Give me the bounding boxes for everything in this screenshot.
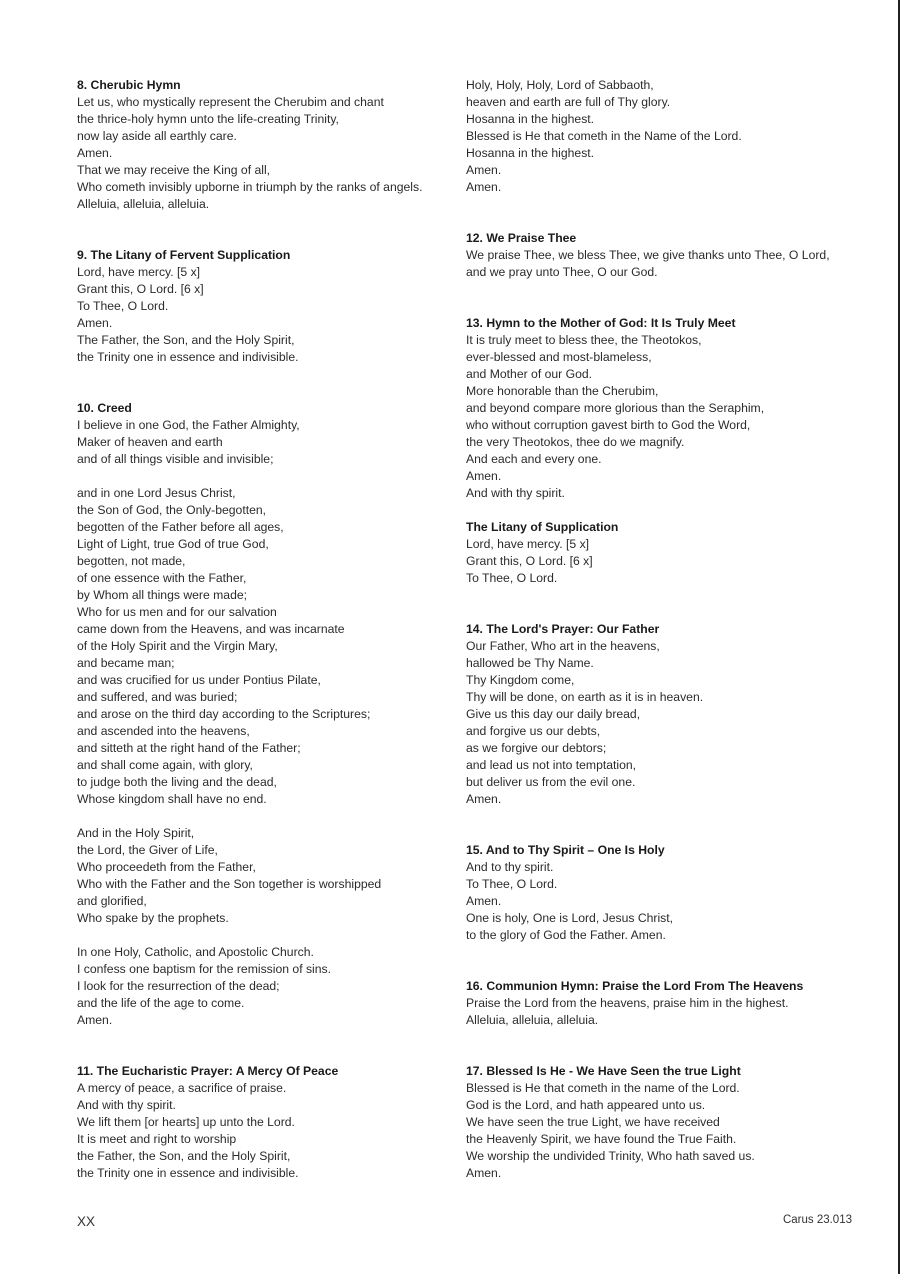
text-line: and shall come again, with glory, <box>77 758 253 772</box>
text-line: More honorable than the Cherubim, <box>466 384 659 398</box>
catalog-number: Carus 23.013 <box>782 1214 852 1226</box>
text-line: I confess one baptism for the remission of sins. <box>77 962 332 976</box>
text-line: and ascended into the heavens, <box>77 724 250 738</box>
section-title: 17. Blessed Is He - We Have Seen the true Light <box>466 1064 741 1078</box>
spacer <box>77 927 462 944</box>
spacer <box>466 196 876 230</box>
text-line: In one Holy, Catholic, and Apostolic Church. <box>77 945 314 959</box>
spacer <box>466 502 876 519</box>
text-line: and beyond compare more glorious than the Seraphim, <box>466 401 765 415</box>
spacer <box>466 281 876 315</box>
text-line: who without corruption gavest birth to God the Word, <box>466 418 751 432</box>
text-line: the very Theotokos, thee do we magnify. <box>466 435 685 449</box>
text-line: and the life of the age to come. <box>77 996 245 1010</box>
text-line: the Father, the Son, and the Holy Spirit, <box>77 1149 291 1163</box>
spacer <box>466 587 876 621</box>
text-line: and Mother of our God. <box>466 367 593 381</box>
text-line: ever-blessed and most-blameless, <box>466 350 652 364</box>
text-line: Give us this day our daily bread, <box>466 707 641 721</box>
text-line: to the glory of God the Father. Amen. <box>466 928 666 942</box>
text-line: Lord, have mercy. [5 x] <box>77 265 201 279</box>
text-line: the Lord, the Giver of Life, <box>77 843 218 857</box>
text-line: Amen. <box>77 146 113 160</box>
section-sanctus <box>466 77 876 196</box>
spacer <box>466 944 876 978</box>
text-line: Alleluia, alleluia, alleluia. <box>77 197 210 211</box>
text-line: I believe in one God, the Father Almighty, <box>77 418 300 432</box>
text-line: We worship the undivided Trinity, Who hath saved us. <box>466 1149 755 1163</box>
text-line: hallowed be Thy Name. <box>466 656 594 670</box>
text-line: And each and every one. <box>466 452 602 466</box>
section-truly-meet <box>466 315 876 502</box>
text-line: God is the Lord, and hath appeared unto us. <box>466 1098 706 1112</box>
text-line: Hosanna in the highest. <box>466 112 595 126</box>
right-column <box>466 77 876 1182</box>
text-line: Maker of heaven and earth <box>77 435 223 449</box>
text-line: Blessed is He that cometh in the Name of the Lord. <box>466 129 742 143</box>
text-line: Lord, have mercy. [5 x] <box>466 537 590 551</box>
section-our-father <box>466 621 876 808</box>
text-line: We have seen the true Light, we have received <box>466 1115 720 1129</box>
text-line: Amen. <box>466 469 502 483</box>
text-line: Amen. <box>466 894 502 908</box>
text-line: Amen. <box>77 316 113 330</box>
text-line: of the Holy Spirit and the Virgin Mary, <box>77 639 278 653</box>
section-litany-supplication <box>466 519 876 587</box>
text-line: That we may receive the King of all, <box>77 163 271 177</box>
text-line: Alleluia, alleluia, alleluia. <box>466 1013 599 1027</box>
text-line: now lay aside all earthly care. <box>77 129 237 143</box>
text-line: and of all things visible and invisible; <box>77 452 274 466</box>
text-line: the Trinity one in essence and indivisible. <box>77 350 299 364</box>
text-line: by Whom all things were made; <box>77 588 248 602</box>
text-line: And with thy spirit. <box>466 486 565 500</box>
section-we-praise <box>466 230 876 281</box>
section-title: 8. Cherubic Hymn <box>77 78 181 92</box>
section-one-is-holy <box>466 842 876 944</box>
spacer <box>77 366 462 400</box>
text-line: Amen. <box>466 792 502 806</box>
section-communion <box>466 978 876 1029</box>
section-eucharistic <box>77 1063 462 1182</box>
text-line: and was crucified for us under Pontius Pilate, <box>77 673 321 687</box>
text-line: of one essence with the Father, <box>77 571 247 585</box>
section-title: 15. And to Thy Spirit – One Is Holy <box>466 843 665 857</box>
spacer <box>77 213 462 247</box>
section-blessed-is-he <box>466 1063 876 1182</box>
spacer <box>466 1029 876 1063</box>
text-line: Whose kingdom shall have no end. <box>77 792 267 806</box>
text-line: Amen. <box>466 1166 502 1180</box>
text-line: Who proceedeth from the Father, <box>77 860 256 874</box>
text-line: and we pray unto Thee, O our God. <box>466 265 658 279</box>
text-line: came down from the Heavens, and was incarnate <box>77 622 345 636</box>
text-line: One is holy, One is Lord, Jesus Christ, <box>466 911 674 925</box>
text-line: the thrice-holy hymn unto the life-creating Trinity, <box>77 112 339 126</box>
text-line: To Thee, O Lord. <box>466 877 558 891</box>
text-line: and in one Lord Jesus Christ, <box>77 486 236 500</box>
left-column <box>77 77 462 1182</box>
text-line: I look for the resurrection of the dead; <box>77 979 280 993</box>
text-line: Grant this, O Lord. [6 x] <box>466 554 593 568</box>
text-line: Thy Kingdom come, <box>466 673 575 687</box>
text-line: and suffered, and was buried; <box>77 690 238 704</box>
text-line: Amen. <box>466 180 502 194</box>
text-line: Blessed is He that cometh in the name of the Lord. <box>466 1081 740 1095</box>
text-line: Holy, Holy, Holy, Lord of Sabbaoth, <box>466 78 654 92</box>
text-line: Let us, who mystically represent the Cherubim and chant <box>77 95 384 109</box>
text-line: and arose on the third day according to the Scriptures; <box>77 707 371 721</box>
text-line: Who cometh invisibly upborne in triumph by the ranks of angels. <box>77 180 423 194</box>
text-line: And in the Holy Spirit, <box>77 826 195 840</box>
section-title: 13. Hymn to the Mother of God: It Is Truly Meet <box>466 316 736 330</box>
text-line: We lift them [or hearts] up unto the Lord. <box>77 1115 295 1129</box>
text-line: Grant this, O Lord. [6 x] <box>77 282 204 296</box>
text-line: And with thy spirit. <box>77 1098 176 1112</box>
text-line: To Thee, O Lord. <box>77 299 169 313</box>
text-line: begotten, not made, <box>77 554 186 568</box>
text-line: the Heavenly Spirit, we have found the True Faith. <box>466 1132 737 1146</box>
text-line: but deliver us from the evil one. <box>466 775 636 789</box>
text-line: heaven and earth are full of Thy glory. <box>466 95 671 109</box>
section-title: 9. The Litany of Fervent Supplication <box>77 248 291 262</box>
section-litany-fervent <box>77 247 462 366</box>
section-title: 14. The Lord's Prayer: Our Father <box>466 622 660 636</box>
text-line: to judge both the living and the dead, <box>77 775 277 789</box>
text-line: To Thee, O Lord. <box>466 571 558 585</box>
text-line: and sitteth at the right hand of the Father; <box>77 741 301 755</box>
text-line: Praise the Lord from the heavens, praise him in the highest. <box>466 996 789 1010</box>
section-title: 10. Creed <box>77 401 132 415</box>
text-line: And to thy spirit. <box>466 860 554 874</box>
section-title: 16. Communion Hymn: Praise the Lord From The Heavens <box>466 979 804 993</box>
page-number: XX <box>77 1214 96 1229</box>
text-line: the Trinity one in essence and indivisible. <box>77 1166 299 1180</box>
spacer <box>466 808 876 842</box>
text-line: begotten of the Father before all ages, <box>77 520 284 534</box>
text-line: and became man; <box>77 656 175 670</box>
text-line: Who with the Father and the Son together is worshipped <box>77 877 382 891</box>
text-line: Our Father, Who art in the heavens, <box>466 639 660 653</box>
section-title: 12. We Praise Thee <box>466 231 577 245</box>
text-line: Who spake by the prophets. <box>77 911 229 925</box>
text-line: The Father, the Son, and the Holy Spirit, <box>77 333 295 347</box>
text-line: Thy will be done, on earth as it is in heaven. <box>466 690 704 704</box>
text-line: the Son of God, the Only-begotten, <box>77 503 267 517</box>
text-line: Amen. <box>466 163 502 177</box>
section-creed <box>77 400 462 1029</box>
text-line: Light of Light, true God of true God, <box>77 537 269 551</box>
section-title: 11. The Eucharistic Prayer: A Mercy Of Peace <box>77 1064 339 1078</box>
text-line: We praise Thee, we bless Thee, we give thanks unto Thee, O Lord, <box>466 248 830 262</box>
text-line: as we forgive our debtors; <box>466 741 607 755</box>
text-line: and forgive us our debts, <box>466 724 601 738</box>
text-line: It is meet and right to worship <box>77 1132 237 1146</box>
text-line: Amen. <box>77 1013 113 1027</box>
text-line: and lead us not into temptation, <box>466 758 637 772</box>
spacer <box>77 808 462 825</box>
text-line: Who for us men and for our salvation <box>77 605 277 619</box>
text-line: Hosanna in the highest. <box>466 146 595 160</box>
text-line: A mercy of peace, a sacrifice of praise. <box>77 1081 287 1095</box>
spacer <box>77 468 462 485</box>
spacer <box>77 1029 462 1063</box>
section-cherubic <box>77 77 462 213</box>
section-title: The Litany of Supplication <box>466 520 619 534</box>
text-line: It is truly meet to bless thee, the Theotokos, <box>466 333 702 347</box>
text-line: and glorified, <box>77 894 147 908</box>
